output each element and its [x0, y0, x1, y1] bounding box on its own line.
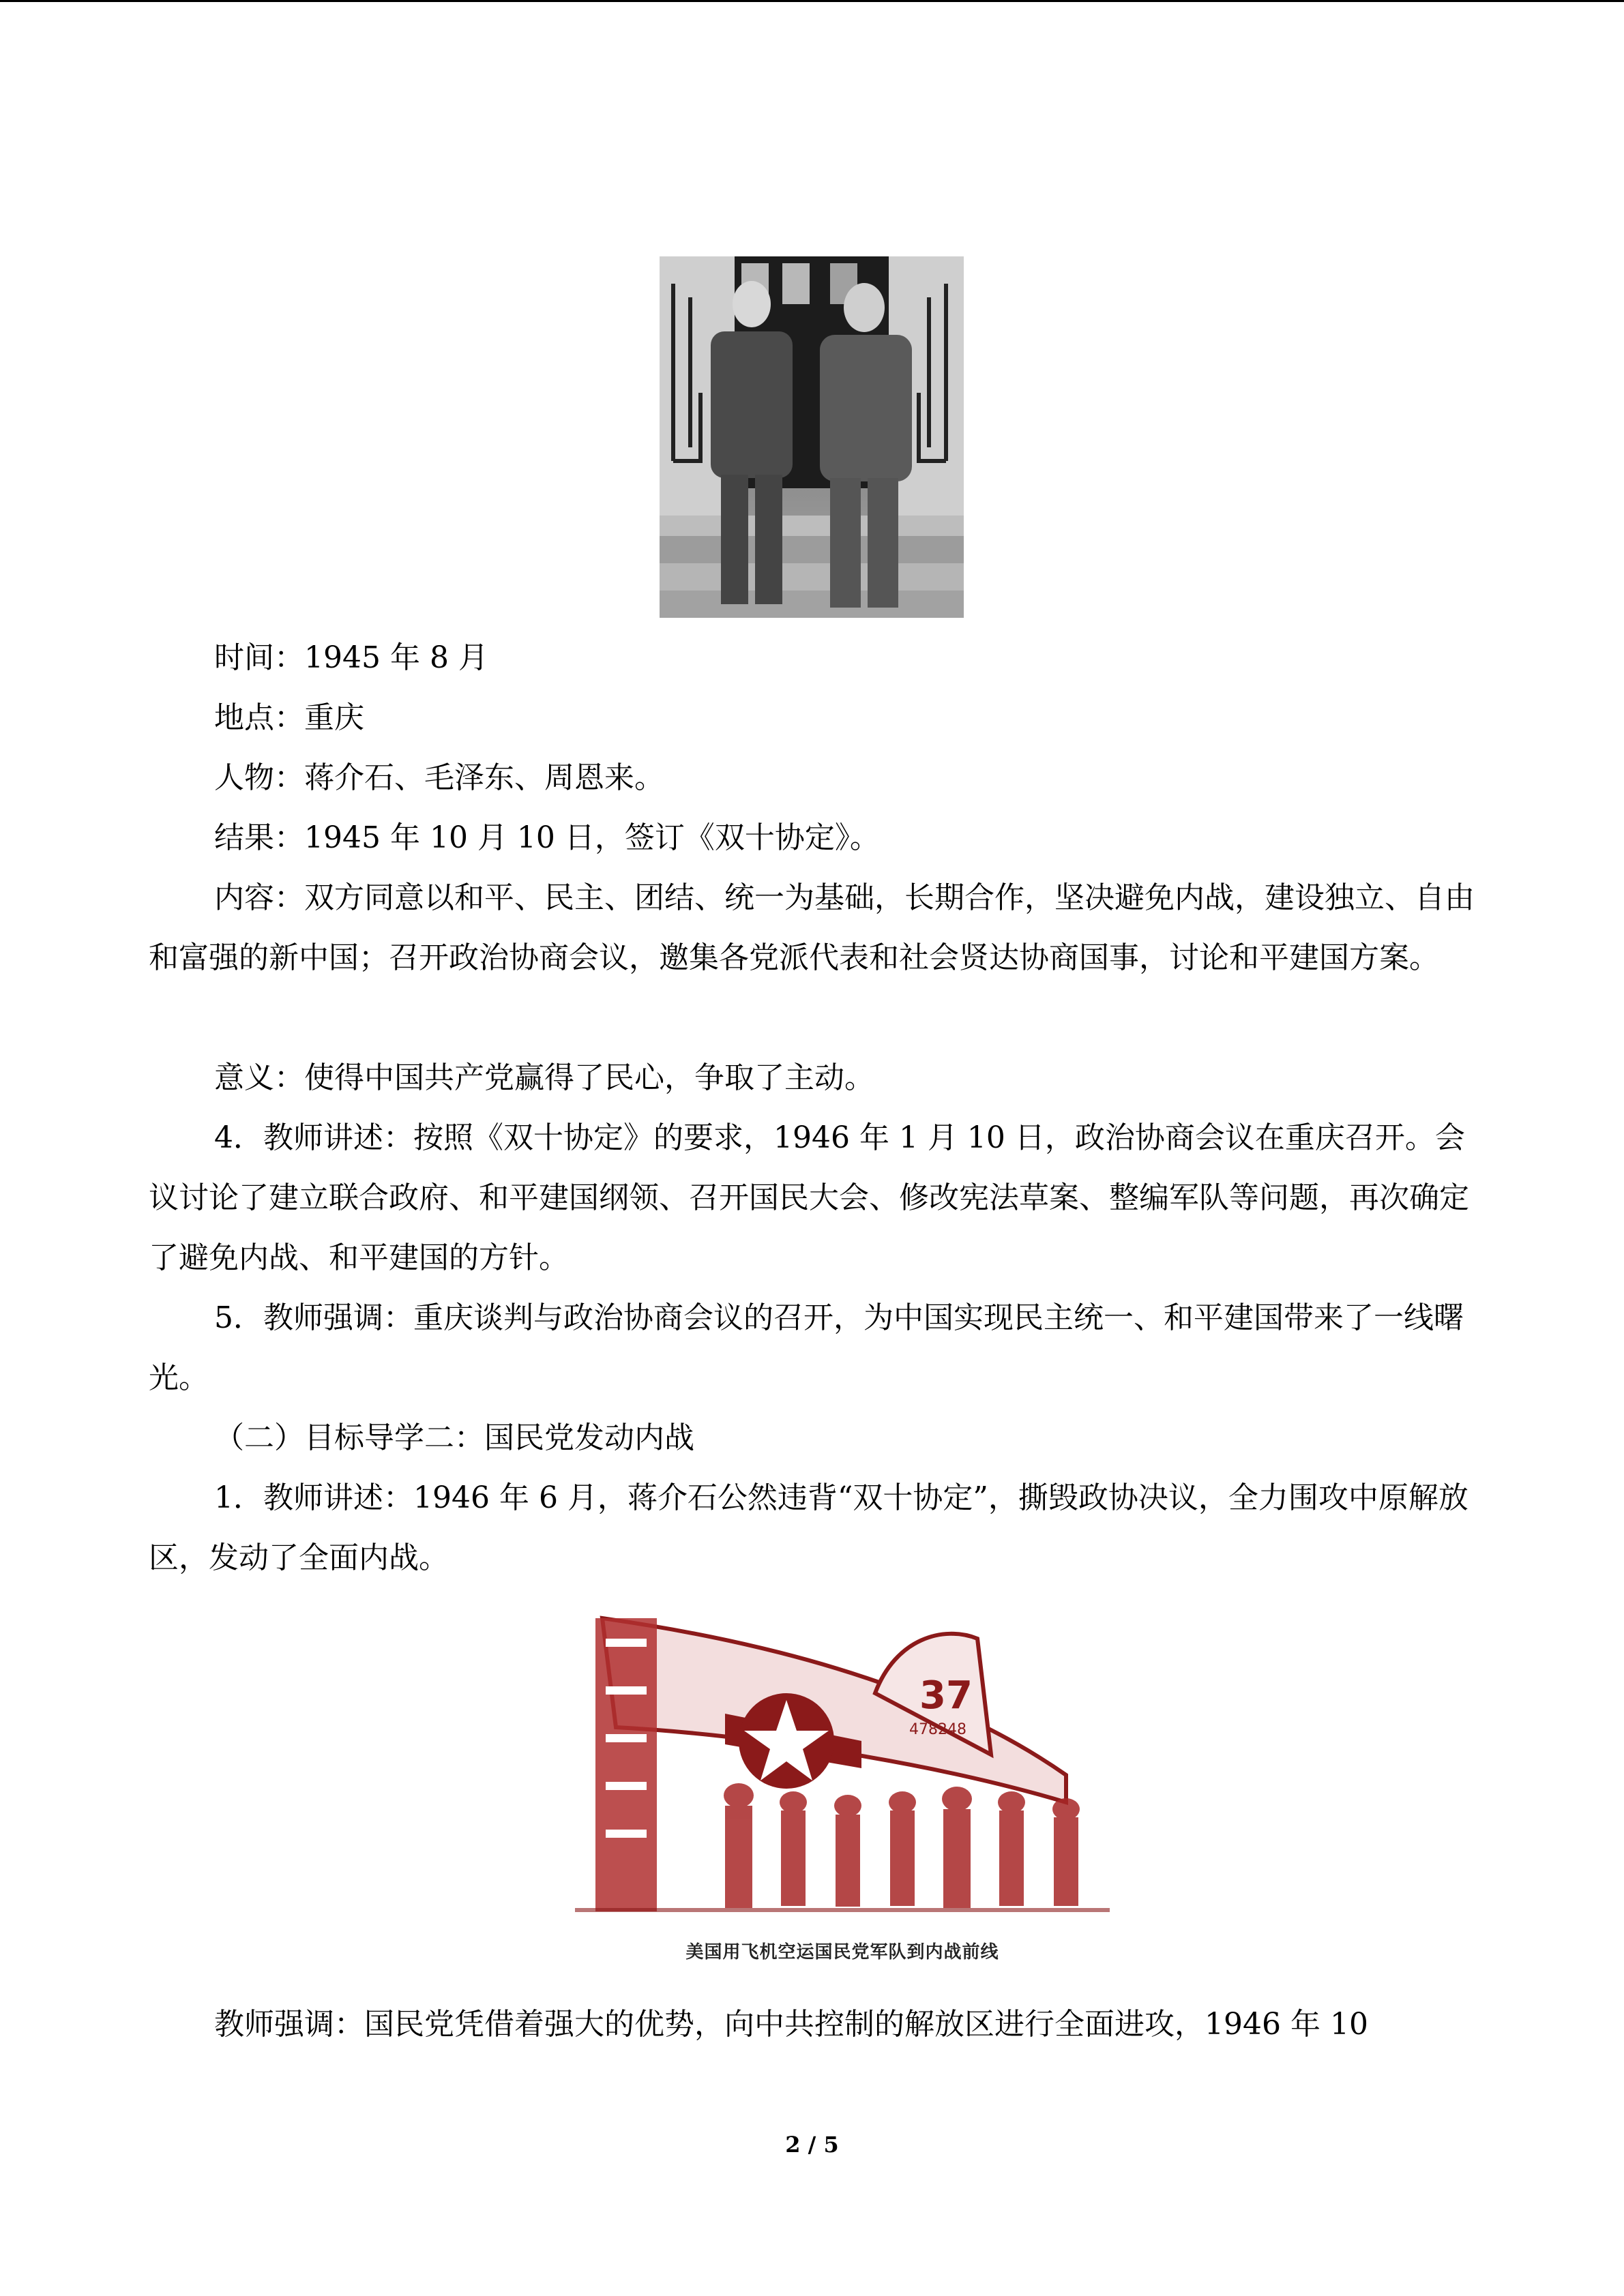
paragraph-teacher-narration-1: 1．教师讲述：1946 年 6 月，蒋介石公然违背“双十协定”，撕毁政协决议，全力围攻中原解放区，发动了全面内战。 [149, 1480, 1468, 1575]
page-number: 2 / 5 [785, 2132, 839, 2158]
paragraph-teacher-emphasis: 教师强调：国民党凭借着强大的优势，向中共控制的解放区进行全面进攻，1946 年 10 [214, 2007, 1368, 2042]
plane-number-text: 37 [919, 1673, 973, 1718]
paragraph-content: 内容：双方同意以和平、民主、团结、统一为基础，长期合作，坚决避免内战，建设独立、自由和富强的新中国；召开政治协商会议，邀集各党派代表和社会贤达协商国事，讨论和平建国方案。 [149, 880, 1475, 975]
plane-serial-text: 478248 [909, 1721, 966, 1738]
top-border-line [0, 0, 1624, 2]
illustration-us-airlift [575, 1598, 1110, 1932]
paragraph-place: 地点：重庆 [214, 700, 364, 735]
paragraph-time: 时间：1945 年 8 月 [214, 640, 488, 675]
paragraph-significance: 意义：使得中国共产党赢得了民心，争取了主动。 [214, 1060, 874, 1095]
historical-photo-chongqing-negotiation [660, 256, 964, 618]
paragraph-result: 结果：1945 年 10 月 10 日，签订《双十协定》。 [214, 820, 880, 855]
section-heading-goal-2: （二）目标导学二：国民党发动内战 [214, 1420, 694, 1455]
paragraph-people: 人物：蒋介石、毛泽东、周恩来。 [214, 760, 664, 795]
paragraph-teacher-emphasis-5: 5．教师强调：重庆谈判与政治协商会议的召开，为中国实现民主统一、和平建国带来了一线曙光。 [149, 1300, 1464, 1395]
illustration-caption: 美国用飞机空运国民党军队到内战前线 [685, 1942, 999, 1963]
paragraph-teacher-narration-4: 4．教师讲述：按照《双十协定》的要求，1946 年 1 月 10 日，政治协商会议在重庆召开。会议讨论了建立联合政府、和平建国纲领、召开国民大会、修改宪法草案、整编军队等问题，再次确定了避免内战、和平建国的方针。 [149, 1120, 1469, 1275]
